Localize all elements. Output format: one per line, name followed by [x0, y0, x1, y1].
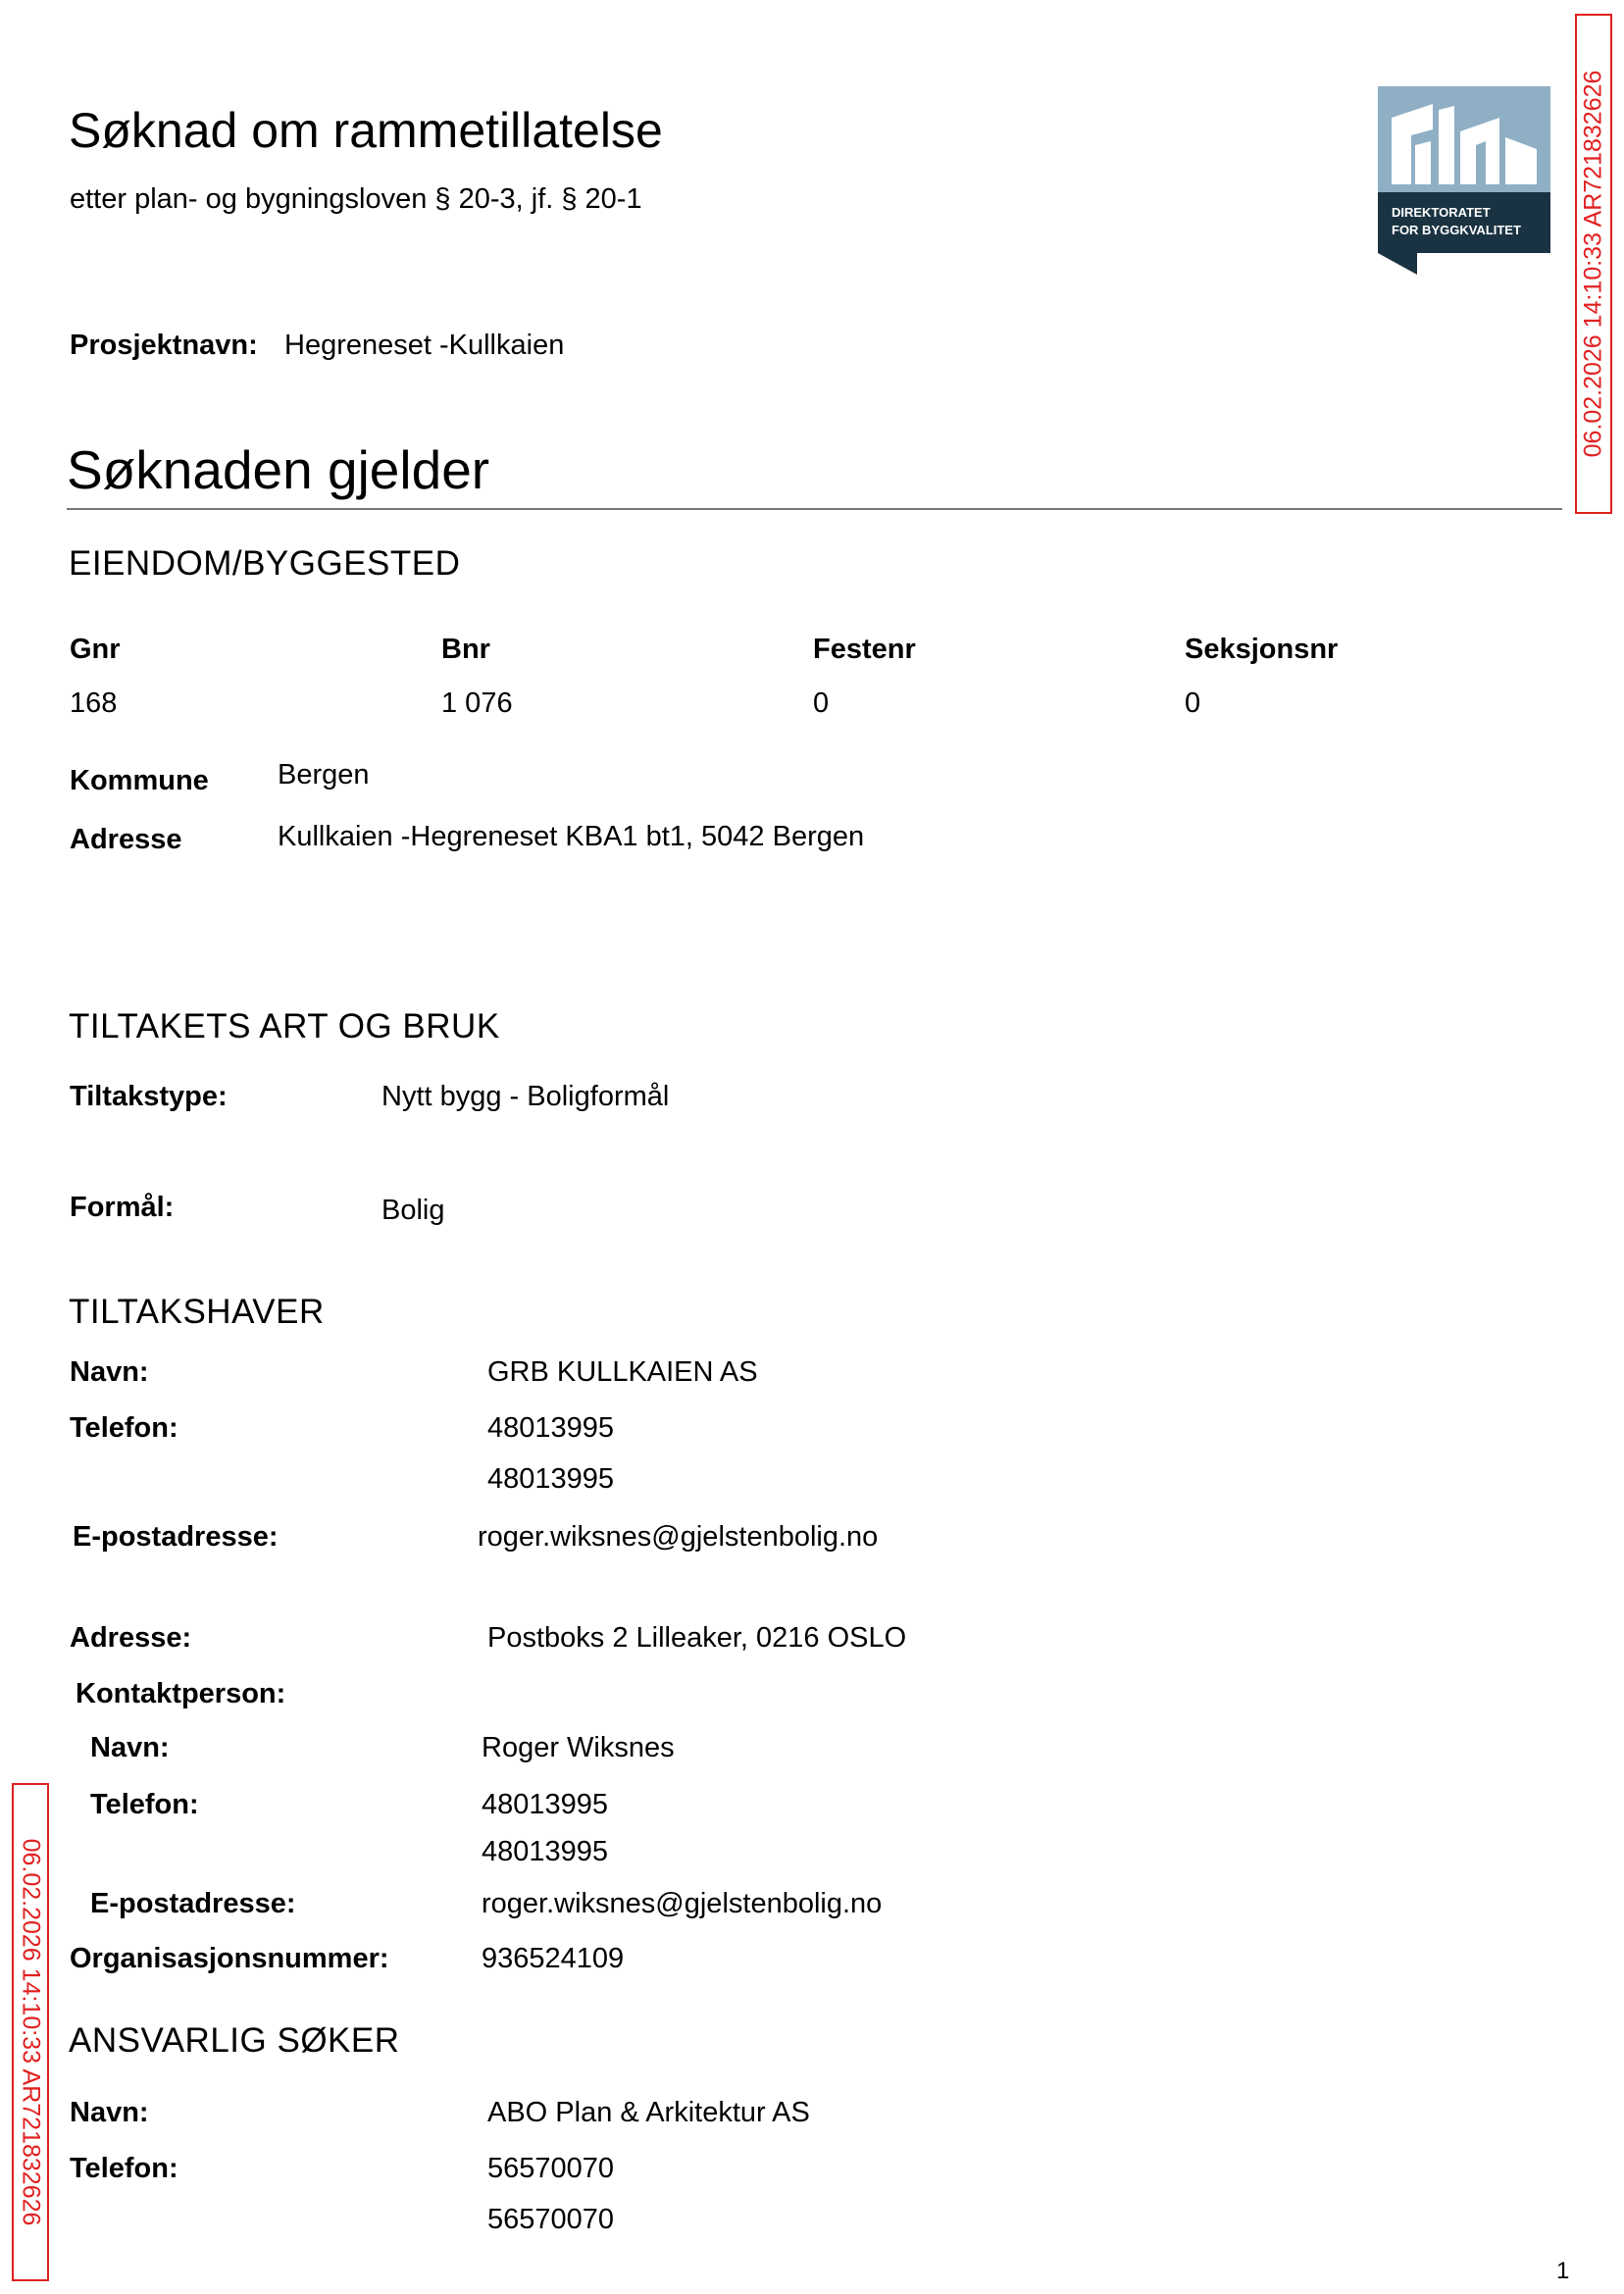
festenr-label: Festenr [813, 634, 916, 665]
kommune-label: Kommune [70, 765, 209, 796]
tiltakshaver-adresse-label: Adresse: [70, 1622, 192, 1654]
kontakt-telefon-label: Telefon: [90, 1789, 199, 1820]
kontakt-epost-value: roger.wiksnes@gjelstenbolig.no [482, 1888, 883, 1919]
tiltakstype-value: Nytt bygg - Boligformål [381, 1081, 670, 1112]
dibk-logo [1378, 86, 1550, 278]
project-label: Prosjektnavn: [70, 330, 258, 361]
kontakt-navn-value: Roger Wiksnes [482, 1732, 675, 1763]
tiltak-heading: TILTAKETS ART OG BRUK [69, 1007, 500, 1045]
tiltakshaver-telefon-label: Telefon: [70, 1412, 178, 1444]
ansvarlig-heading: ANSVARLIG SØKER [69, 2021, 400, 2060]
gnr-label: Gnr [70, 634, 121, 665]
dibk-logo-graphic [1378, 86, 1550, 278]
bnr-value: 1 076 [441, 688, 513, 719]
tiltakshaver-telefon-value-2: 48013995 [487, 1463, 615, 1495]
kontaktperson-label: Kontaktperson: [76, 1678, 286, 1709]
ansvarlig-navn-label: Navn: [70, 2097, 149, 2128]
stamp-text: 06.02.2026 14:10:33 AR721832626 [1579, 70, 1607, 458]
gnr-value: 168 [70, 688, 118, 719]
tiltakshaver-telefon-value-1: 48013995 [487, 1412, 615, 1444]
document-title: Søknad om rammetillatelse [69, 103, 663, 158]
stamp-text: 06.02.2026 14:10:33 AR721832626 [17, 1838, 45, 2226]
tiltakshaver-epost-value: roger.wiksnes@gjelstenbolig.no [478, 1521, 879, 1553]
property-heading: EIENDOM/BYGGESTED [69, 544, 461, 583]
page-number: 1 [1556, 2258, 1570, 2284]
kontakt-navn-label: Navn: [90, 1732, 170, 1763]
festenr-value: 0 [813, 688, 830, 719]
formal-label: Formål: [70, 1192, 175, 1223]
tiltakshaver-navn-value: GRB KULLKAIEN AS [487, 1356, 758, 1388]
tiltakshaver-navn-label: Navn: [70, 1356, 149, 1388]
formal-value: Bolig [381, 1195, 445, 1226]
org-label: Organisasjonsnummer: [70, 1943, 389, 1974]
ansvarlig-telefon-label: Telefon: [70, 2153, 178, 2184]
timestamp-stamp-top [1575, 14, 1612, 514]
seksjonsnr-label: Seksjonsnr [1185, 634, 1339, 665]
adresse-label: Adresse [70, 824, 182, 855]
tiltakshaver-epost-label: E-postadresse: [73, 1521, 279, 1553]
document-subtitle: etter plan- og bygningsloven § 20-3, jf. § 20-1 [70, 183, 642, 215]
section-title: Søknaden gjelder [67, 439, 490, 500]
logo-text-line1: DIREKTORATET [1392, 205, 1491, 220]
timestamp-stamp-left [12, 1783, 49, 2281]
kontakt-telefon-value-2: 48013995 [482, 1836, 609, 1867]
adresse-value: Kullkaien -Hegreneset KBA1 bt1, 5042 Bergen [278, 821, 865, 852]
tiltakshaver-adresse-value: Postboks 2 Lilleaker, 0216 OSLO [487, 1622, 907, 1654]
kontakt-telefon-value-1: 48013995 [482, 1789, 609, 1820]
tiltakshaver-heading: TILTAKSHAVER [69, 1293, 325, 1331]
ansvarlig-navn-value: ABO Plan & Arkitektur AS [487, 2097, 810, 2128]
logo-text-line2: FOR BYGGKVALITET [1392, 223, 1521, 237]
seksjonsnr-value: 0 [1185, 688, 1201, 719]
ansvarlig-telefon-value-2: 56570070 [487, 2204, 615, 2235]
kontakt-epost-label: E-postadresse: [90, 1888, 296, 1919]
bnr-label: Bnr [441, 634, 490, 665]
org-value: 936524109 [482, 1943, 625, 1974]
section-divider [67, 508, 1562, 510]
project-value: Hegreneset -Kullkaien [284, 330, 565, 361]
kommune-value: Bergen [278, 759, 370, 790]
ansvarlig-telefon-value-1: 56570070 [487, 2153, 615, 2184]
tiltakstype-label: Tiltakstype: [70, 1081, 228, 1112]
